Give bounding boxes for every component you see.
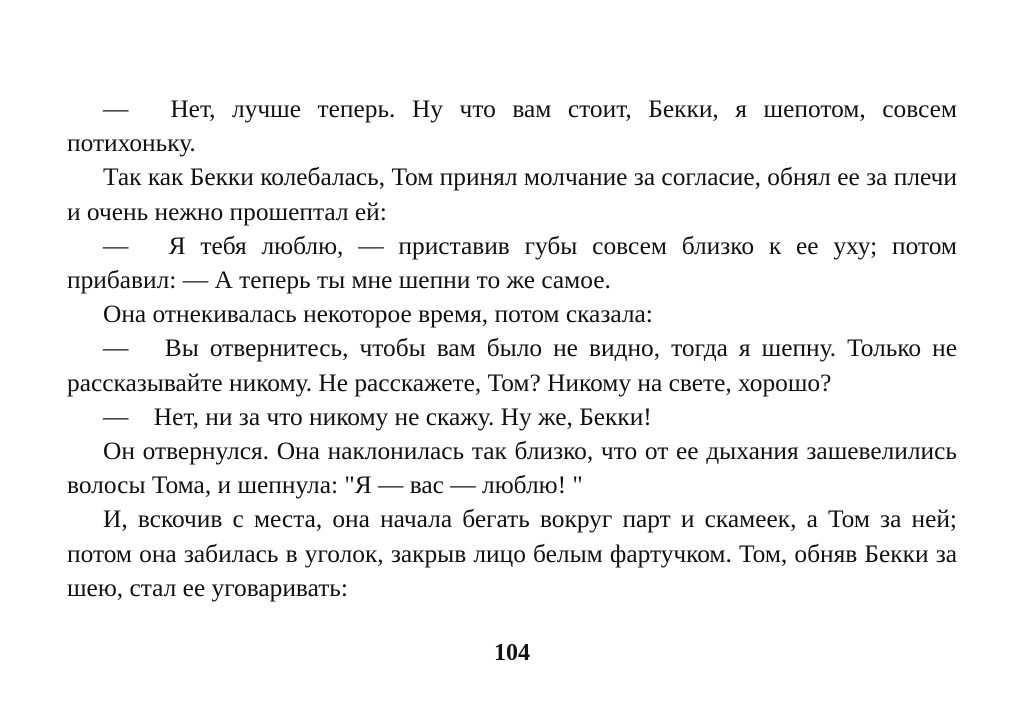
paragraph-4: Она отнекивалась некоторое время, потом сказала: (103, 300, 653, 329)
body-text (67, 92, 957, 605)
paragraph-8: И, вскочив с места, она начала бегать вокруг парт и скамеек, а Том за ней; потом она забилась в уголок, закрыв лицо белым фартучком. Том, обняв Бекки за шею, стал ее уговаривать: (67, 505, 957, 602)
paragraph-7: Он отвернулся. Она наклонилась так близко, что от ее дыхания зашевелились волосы Тома, и шепнула: "Я — вас — люблю! " (67, 437, 957, 500)
paragraph-2: Так как Бекки колебалась, Том принял молчание за согласие, обнял ее за плечи и очень нежно прошептал ей: (67, 163, 957, 226)
paragraph-5: — Вы отвернитесь, чтобы вам было не видно, тогда я шепну. Только не рассказывайте никому. Не расскажете, Том? Никому на свете, хорошо? (67, 334, 957, 397)
paragraph-3: — Я тебя люблю, — приставив губы совсем близко к ее уху; потом прибавил: — А теперь ты мне шепни то же самое. (67, 231, 957, 295)
paragraph-6: — Нет, ни за что никому не скажу. Ну же, Бекки! (103, 402, 652, 431)
page-number: 104 (494, 640, 530, 666)
paragraph-1: — Нет, лучше теперь. Ну что вам стоит, Бекки, я шепотом, совсем потихоньку. (67, 95, 957, 158)
